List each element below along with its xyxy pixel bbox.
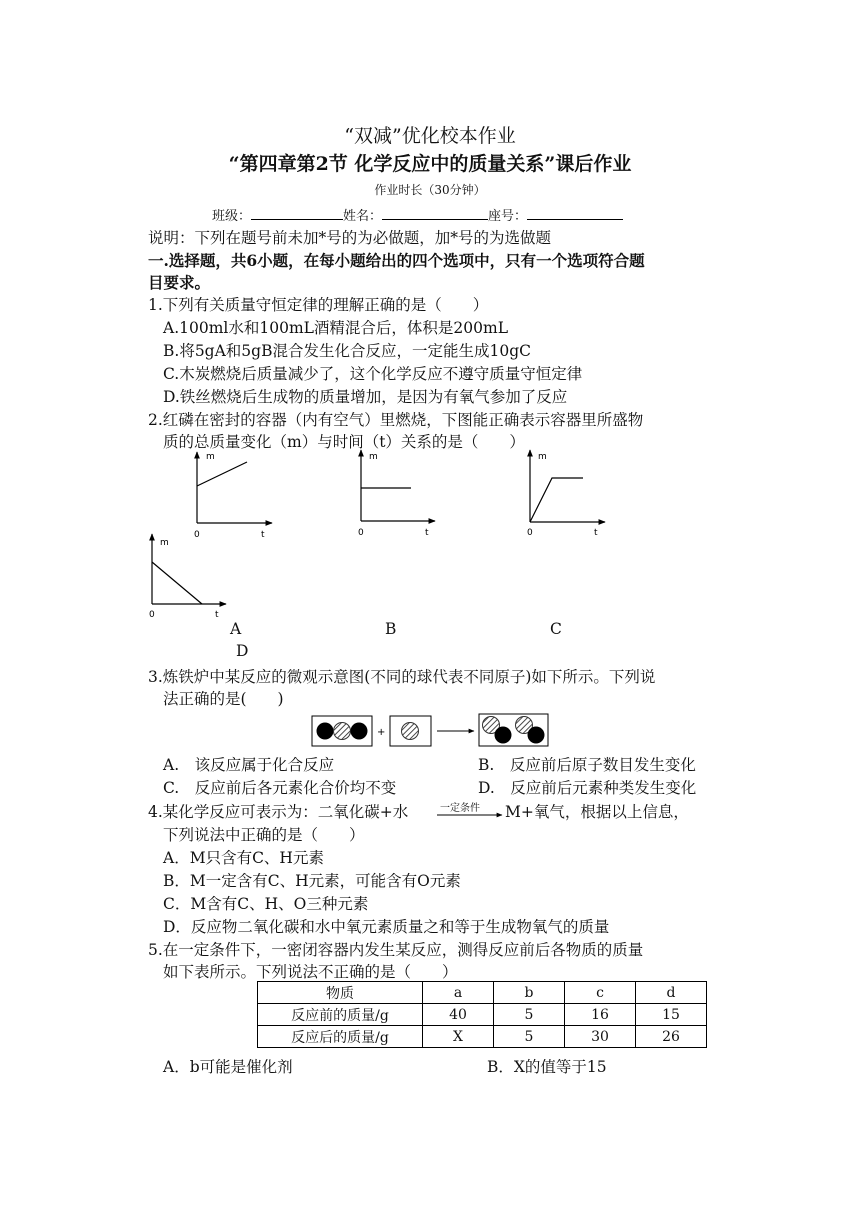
table-header-row xyxy=(258,982,707,1004)
reactant-box-1 xyxy=(312,716,372,746)
seat-blank xyxy=(527,207,623,220)
q3-option-a: A. 该反应属于化合反应 xyxy=(163,756,335,774)
q1-option-c: C.木炭燃烧后质量减少了，这个化学反应不遵守质量守恒定律 xyxy=(163,365,583,383)
q5-stem-line2: 如下表所示。下列说法不正确的是（ ） xyxy=(163,963,458,981)
graph-d-origin: 0 xyxy=(149,610,155,620)
q4-option-a: A．M只含有C、H元素 xyxy=(163,849,324,867)
name-blank xyxy=(382,207,488,220)
q4-stem-line2: 下列说法中正确的是（ ） xyxy=(163,826,365,844)
table-cell: 反应前的质量/g xyxy=(258,1004,423,1026)
q4-stem-part2: M+氧气，根据以上信息， xyxy=(505,803,689,821)
hatched-atom xyxy=(516,717,533,734)
graph-label-c: C xyxy=(550,620,562,638)
table-cell: 16 xyxy=(565,1004,636,1026)
hatched-atom xyxy=(483,717,500,734)
graph-d xyxy=(149,534,226,620)
reaction-diagram xyxy=(312,714,548,746)
graph-a-x-label: t xyxy=(261,530,265,540)
hatched-atom xyxy=(402,723,419,740)
table-row xyxy=(258,1026,707,1048)
q5-stem-line1: 5.在一定条件下，一密闭容器内发生某反应，测得反应前后各物质的质量 xyxy=(148,941,644,959)
section-heading-line1: 一.选择题，共6小题，在每小题给出的四个选项中，只有一个选项符合题 xyxy=(148,251,645,270)
q3-option-b: B. 反应前后原子数目发生变化 xyxy=(478,756,696,774)
table-cell: 5 xyxy=(494,1026,565,1048)
hatched-atom xyxy=(334,723,351,740)
graph-b-y-label: m xyxy=(369,452,378,462)
graph-a-origin: 0 xyxy=(194,530,200,540)
table-cell: 30 xyxy=(565,1026,636,1048)
section-heading-line2: 目要求。 xyxy=(148,273,211,292)
graph-d-x-label: t xyxy=(215,610,219,620)
table-cell: 15 xyxy=(636,1004,707,1026)
graph-d-y-label: m xyxy=(160,538,169,548)
instructions-note: 说明：下列在题号前未加*号的为必做题，加*号的为选做题 xyxy=(148,229,552,247)
table-cell: X xyxy=(423,1026,494,1048)
q1-option-b: B.将5gA和5gB混合发生化合反应，一定能生成10gC xyxy=(163,342,531,360)
table-header-cell: a xyxy=(423,982,494,1004)
q2-stem-line1: 2.红磷在密封的容器（内有空气）里燃烧，下图能正确表示容器里所盛物 xyxy=(148,411,644,429)
black-atom xyxy=(317,723,334,740)
graph-label-d: D xyxy=(236,642,249,660)
doc-title: “双减”优化校本作业 xyxy=(344,125,516,147)
q1-option-a: A.100ml水和100mL酒精混合后，体积是200mL xyxy=(163,319,509,337)
table-cell: 5 xyxy=(494,1004,565,1026)
q3-option-c: C. 反应前后各元素化合价均不变 xyxy=(163,779,397,797)
table-header-cell: c xyxy=(565,982,636,1004)
graph-a-y-label: m xyxy=(206,452,215,462)
graph-c xyxy=(527,450,605,538)
q3-option-d: D. 反应前后元素种类发生变化 xyxy=(478,779,697,797)
table-row xyxy=(258,1004,707,1026)
q3-stem-line1: 3.炼铁炉中某反应的微观示意图(不同的球代表不同原子)如下所示。下列说 xyxy=(148,668,656,686)
black-atom xyxy=(495,727,512,744)
q4-option-d: D．反应物二氧化碳和水中氧元素质量之和等于生成物氧气的质量 xyxy=(163,918,610,936)
q5-option-a: A．b可能是催化剂 xyxy=(163,1058,293,1076)
black-atom xyxy=(528,727,545,744)
table-cell: 反应后的质量/g xyxy=(258,1026,423,1048)
name-label: 姓名： xyxy=(343,209,383,224)
plus-sign: + xyxy=(377,727,386,738)
seat-label: 座号： xyxy=(488,209,528,224)
graph-c-y-label: m xyxy=(538,452,547,462)
class-label: 班级： xyxy=(212,209,252,224)
mass-table xyxy=(257,981,707,1048)
graph-b-x-label: t xyxy=(425,528,429,538)
q2-stem-line2: 质的总质量变化（m）与时间（t）关系的是（ ） xyxy=(163,433,525,451)
table-header-cell: 物质 xyxy=(258,982,423,1004)
q4-option-b: B．M一定含有C、H元素，可能含有O元素 xyxy=(163,872,461,890)
q5-option-b: B．X的值等于15 xyxy=(487,1058,607,1076)
doc-subtitle: “第四章第2节 化学反应中的质量关系”课后作业 xyxy=(228,153,632,175)
table-header-cell: b xyxy=(494,982,565,1004)
graph-c-x-label: t xyxy=(594,528,598,538)
q1-option-d: D.铁丝燃烧后生成物的质量增加，是因为有氧气参加了反应 xyxy=(163,388,568,406)
graph-label-a: A xyxy=(230,620,242,638)
class-blank xyxy=(251,207,343,220)
doc-duration: 作业时长（30分钟） xyxy=(374,183,486,197)
graph-b xyxy=(358,450,435,538)
q4-stem-part1: 4.某化学反应可表示为：二氧化碳+水 xyxy=(148,803,409,821)
graph-a xyxy=(194,452,272,540)
reactant-box-2 xyxy=(390,716,431,746)
table-header-cell: d xyxy=(636,982,707,1004)
table-cell: 26 xyxy=(636,1026,707,1048)
q1-stem: 1.下列有关质量守恒定律的理解正确的是（ ） xyxy=(148,296,489,314)
graph-b-origin: 0 xyxy=(358,528,364,538)
q4-condition-label: 一定条件 xyxy=(440,803,480,814)
q4-option-c: C．M含有C、H、O三种元素 xyxy=(163,895,369,913)
q3-stem-line2: 法正确的是( ) xyxy=(163,690,284,708)
black-atom xyxy=(351,723,368,740)
graph-c-origin: 0 xyxy=(527,528,533,538)
table-cell: 40 xyxy=(423,1004,494,1026)
student-info-line xyxy=(212,205,623,224)
graph-label-b: B xyxy=(385,620,397,638)
product-box xyxy=(479,714,548,746)
